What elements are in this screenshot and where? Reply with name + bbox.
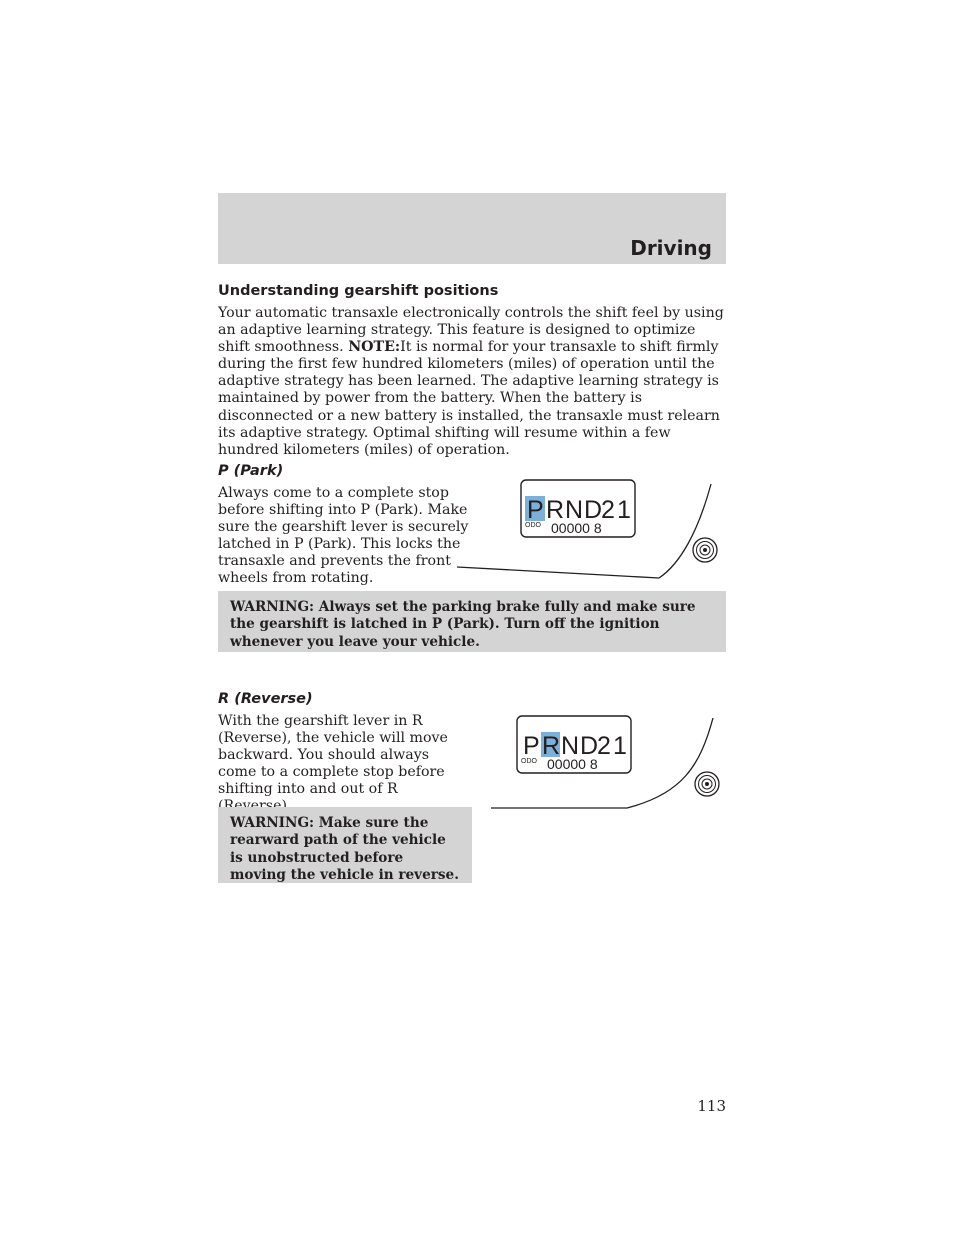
- knob-icon: [693, 538, 717, 562]
- reverse-display-illustration: [455, 714, 735, 822]
- gear-letter: P: [523, 732, 540, 760]
- odo-value: 00000 8: [547, 756, 598, 772]
- gear-letter: 2: [601, 496, 615, 524]
- gear-letter: R: [546, 496, 565, 524]
- park-warning-text: WARNING: Always set the parking brake fully and make sure the gearshift is latched in P (Park). Turn off the ignition whenever you leave your vehicle.: [230, 599, 696, 650]
- paragraph-lead: Your automatic transaxle electronically controls the shift feel by using an adaptive learning strategy. This feature is designed to optimize shift smoothness.: [218, 305, 724, 356]
- odo-label: ODO: [525, 522, 541, 529]
- gear-letter: D: [580, 732, 599, 760]
- gear-letter: 1: [617, 496, 631, 524]
- gear-letter: N: [561, 732, 580, 760]
- note-label: NOTE:: [348, 339, 401, 356]
- park-warning-box: [218, 591, 726, 652]
- reverse-warning-box: [218, 807, 472, 883]
- odo-value: 00000 8: [551, 520, 602, 536]
- park-paragraph: Always come to a complete stop before shifting into P (Park). Make sure the gearshift lever is securely latched in P (Park). This locks the transaxle and prevents the front wheels from rotating.: [218, 485, 469, 587]
- odo-label: ODO: [521, 758, 537, 765]
- park-display-figure: [455, 478, 735, 586]
- gear-letter: N: [565, 496, 584, 524]
- section-heading-park: P (Park): [218, 463, 284, 479]
- section-heading-gearshift: Understanding gearshift positions: [218, 283, 499, 299]
- gear-letter: 1: [613, 732, 627, 760]
- knob-icon: [695, 772, 719, 796]
- reverse-paragraph: With the gearshift lever in R (Reverse), the vehicle will move backward. You should always come to a complete stop before shifting into and out of R: [218, 713, 448, 798]
- reverse-warning-text: WARNING: Make sure the rearward path of the vehicle is unobstructed before moving the vehicle in reverse.: [230, 815, 459, 883]
- gear-letter: R: [542, 732, 561, 760]
- gear-letter: P: [527, 496, 544, 524]
- gearshift-paragraph: [218, 305, 726, 459]
- chapter-header: [218, 193, 726, 264]
- section-heading-reverse: R (Reverse): [218, 691, 313, 707]
- gear-letter: D: [584, 496, 603, 524]
- paragraph-note: It is normal for your transaxle to shift firmly during the first few hundred kilometers (miles) of operation until the adaptive strategy has been learned. The adaptive learning strategy is maintained by power from the battery. When the battery is disconnected or a new battery is installed, the transaxle must relearn its adaptive strategy. Optimal shifting will resume within a few hundred kilometers (miles) of operation.: [218, 339, 720, 458]
- park-display-illustration: [455, 478, 735, 586]
- gear-letter: 2: [597, 732, 611, 760]
- chapter-title: Driving: [630, 236, 712, 260]
- page-number: 113: [697, 1097, 726, 1115]
- reverse-display-figure: [455, 714, 735, 822]
